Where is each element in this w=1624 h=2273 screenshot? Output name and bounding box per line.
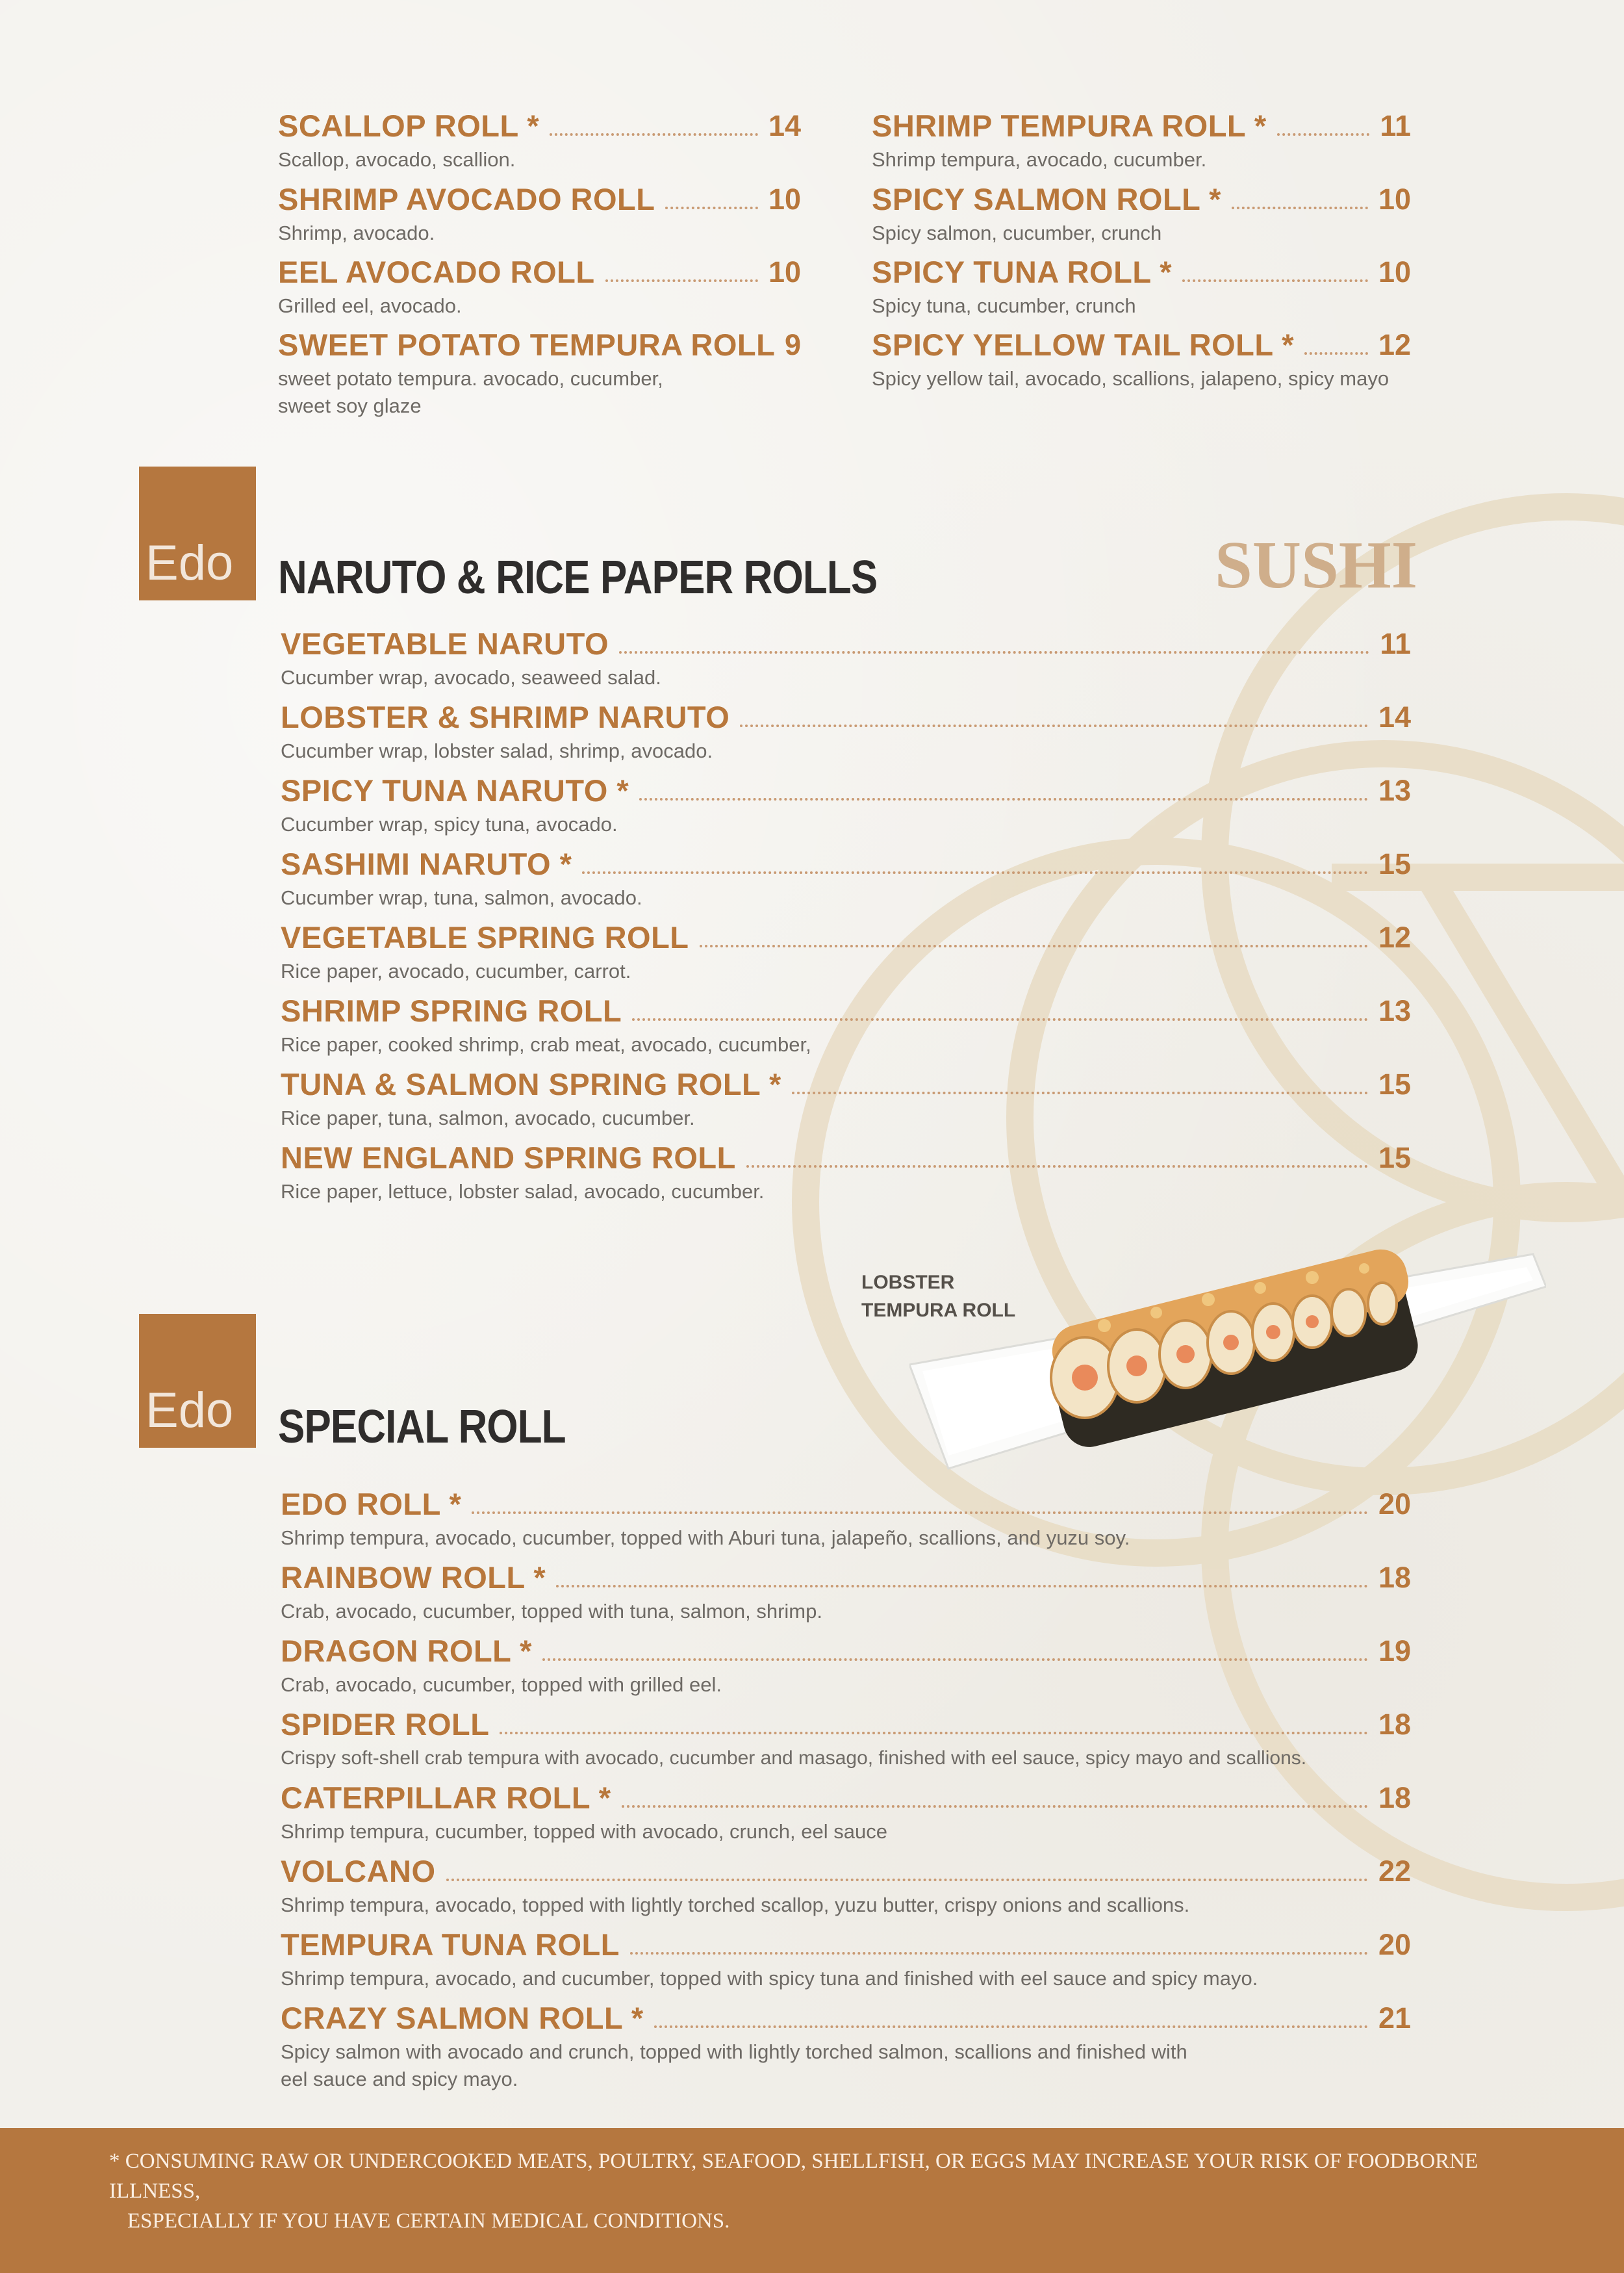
item-price: 20 <box>1378 1928 1411 1961</box>
top-right-item-3 <box>872 253 1411 320</box>
item-name: SPICY SALMON ROLL * <box>872 182 1221 216</box>
special-item-5 <box>281 1779 1411 1853</box>
item-price: 15 <box>1378 1068 1411 1101</box>
naruto-item-6 <box>281 992 1411 1066</box>
item-name: LOBSTER & SHRIMP NARUTO <box>281 700 730 734</box>
item-description: Cucumber wrap, tuna, salmon, avocado. <box>281 886 642 909</box>
leader-dots <box>792 1092 1368 1094</box>
leader-dots <box>1277 133 1370 136</box>
item-price: 18 <box>1378 1781 1411 1814</box>
item-price: 11 <box>1380 109 1411 142</box>
item-price: 10 <box>1378 183 1411 216</box>
item-name: TEMPURA TUNA ROLL <box>281 1927 620 1962</box>
leader-dots <box>582 871 1367 874</box>
item-description: Spicy salmon, cucumber, crunch <box>872 222 1162 244</box>
leader-dots <box>1182 279 1368 282</box>
naruto-list <box>281 625 1411 1213</box>
item-name: SPICY TUNA NARUTO * <box>281 773 629 808</box>
item-price: 9 <box>784 328 801 361</box>
leader-dots <box>542 1658 1368 1661</box>
footer-disclaimer <box>109 2146 1538 2236</box>
item-name: NEW ENGLAND SPRING ROLL <box>281 1140 736 1175</box>
item-price: 18 <box>1378 1561 1411 1594</box>
item-price: 12 <box>1378 328 1411 361</box>
item-name: SASHIMI NARUTO * <box>281 847 572 881</box>
naruto-item-7 <box>281 1066 1411 1139</box>
item-name: EEL AVOCADO ROLL <box>278 255 595 289</box>
item-price: 18 <box>1378 1708 1411 1741</box>
item-price: 19 <box>1378 1634 1411 1667</box>
item-description-line2: sweet soy glaze <box>278 394 422 417</box>
item-description: Crispy soft-shell crab tempura with avocado, cucumber and masago, finished with eel sauce, spicy mayo and scallions. <box>281 1747 1307 1769</box>
item-description: Cucumber wrap, avocado, seaweed salad. <box>281 666 661 689</box>
item-description: Spicy salmon with avocado and crunch, topped with lightly torched salmon, scallions and finished with <box>281 2040 1187 2063</box>
item-description: Shrimp tempura, cucumber, topped with avocado, crunch, eel sauce <box>281 1820 887 1843</box>
special-section-title: SPECIAL ROLL <box>278 1401 566 1453</box>
item-name: SWEET POTATO TEMPURA ROLL <box>278 327 776 362</box>
item-name: SPICY YELLOW TAIL ROLL * <box>872 327 1295 362</box>
item-name: VEGETABLE NARUTO <box>281 626 609 661</box>
special-item-3 <box>281 1632 1411 1706</box>
leader-dots <box>1232 207 1368 209</box>
item-name: SHRIMP TEMPURA ROLL * <box>872 109 1267 143</box>
naruto-item-2 <box>281 699 1411 772</box>
top-left-item-4 <box>278 326 801 420</box>
leader-dots <box>632 1018 1368 1021</box>
item-name: RAINBOW ROLL * <box>281 1560 546 1595</box>
special-item-7 <box>281 1926 1411 1999</box>
item-description: Spicy tuna, cucumber, crunch <box>872 294 1136 317</box>
leader-dots <box>472 1511 1368 1514</box>
item-description: Shrimp, avocado. <box>278 222 435 244</box>
leader-dots <box>605 279 758 282</box>
leader-dots <box>1304 352 1368 355</box>
item-description: Rice paper, avocado, cucumber, carrot. <box>281 960 631 982</box>
item-price: 21 <box>1378 2001 1411 2035</box>
item-name: SCALLOP ROLL * <box>278 109 540 143</box>
leader-dots <box>746 1165 1368 1168</box>
item-price: 11 <box>1380 627 1411 660</box>
item-description: Grilled eel, avocado. <box>278 294 462 317</box>
leader-dots <box>619 651 1369 654</box>
special-item-1 <box>281 1485 1411 1559</box>
item-name: VOLCANO <box>281 1854 436 1888</box>
top-right-item-1 <box>872 107 1411 173</box>
photo-caption-line2: TEMPURA ROLL <box>861 1300 1016 1321</box>
item-price: 20 <box>1378 1487 1411 1521</box>
item-description: Shrimp tempura, avocado, cucumber. <box>872 148 1207 171</box>
item-description: sweet potato tempura. avocado, cucumber, <box>278 367 663 390</box>
edo-logo-text: Edo <box>146 1383 234 1438</box>
item-name: SPICY TUNA ROLL * <box>872 255 1173 289</box>
item-price: 13 <box>1378 994 1411 1027</box>
leader-dots <box>700 945 1368 947</box>
leader-dots <box>665 207 757 209</box>
item-name: TUNA & SALMON SPRING ROLL * <box>281 1067 781 1101</box>
item-name: SHRIMP AVOCADO ROLL <box>278 182 655 216</box>
sushi-category-label: SUSHI <box>1215 528 1418 602</box>
leader-dots <box>500 1732 1367 1734</box>
item-description: Cucumber wrap, spicy tuna, avocado. <box>281 813 618 836</box>
item-description: Rice paper, tuna, salmon, avocado, cucumber. <box>281 1107 695 1129</box>
leader-dots <box>622 1805 1368 1808</box>
footer-disclaimer-line1: * CONSUMING RAW OR UNDERCOOKED MEATS, POULTRY, SEAFOOD, SHELLFISH, OR EGGS MAY INCREASE YOUR RISK OF FOODBORNE ILLNESS, <box>109 2150 1478 2203</box>
item-description: Rice paper, lettuce, lobster salad, avocado, cucumber. <box>281 1180 765 1203</box>
edo-logo-box <box>139 1314 256 1448</box>
item-description: Shrimp tempura, avocado, cucumber, topped with Aburi tuna, jalapeño, scallions, and yuzu soy. <box>281 1526 1130 1549</box>
edo-logo-box <box>139 467 256 600</box>
naruto-item-4 <box>281 845 1411 919</box>
top-left-item-2 <box>278 181 801 247</box>
item-description-line2: eel sauce and spicy mayo. <box>281 2068 518 2090</box>
special-item-6 <box>281 1853 1411 1926</box>
item-name: VEGETABLE SPRING ROLL <box>281 920 689 955</box>
naruto-item-1 <box>281 625 1411 699</box>
item-name: SPIDER ROLL <box>281 1707 490 1741</box>
item-price: 22 <box>1378 1855 1411 1888</box>
top-right-item-2 <box>872 181 1411 247</box>
special-item-8 <box>281 1999 1411 2097</box>
naruto-item-5 <box>281 919 1411 992</box>
leader-dots <box>446 1879 1368 1881</box>
item-description: Crab, avocado, cucumber, topped with tuna, salmon, shrimp. <box>281 1600 822 1623</box>
photo-caption-line1: LOBSTER <box>861 1272 955 1293</box>
top-left-item-1 <box>278 107 801 173</box>
special-list <box>281 1485 1411 2097</box>
naruto-item-8 <box>281 1139 1411 1213</box>
top-left-item-3 <box>278 253 801 320</box>
item-description: Spicy yellow tail, avocado, scallions, jalapeno, spicy mayo <box>872 367 1389 390</box>
item-name: EDO ROLL * <box>281 1487 462 1521</box>
item-price: 15 <box>1378 847 1411 880</box>
item-description: Scallop, avocado, scallion. <box>278 148 516 171</box>
leader-dots <box>639 798 1368 801</box>
special-item-4 <box>281 1706 1411 1779</box>
item-name: CRAZY SALMON ROLL * <box>281 2001 644 2035</box>
item-description: Shrimp tempura, avocado, and cucumber, topped with spicy tuna and finished with eel sauce and spicy mayo. <box>281 1967 1258 1990</box>
item-price: 14 <box>1378 700 1411 734</box>
footer-disclaimer-line2: ESPECIALLY IF YOU HAVE CERTAIN MEDICAL CONDITIONS. <box>127 2209 730 2233</box>
item-price: 12 <box>1378 921 1411 954</box>
naruto-item-3 <box>281 772 1411 845</box>
special-item-2 <box>281 1559 1411 1632</box>
item-price: 15 <box>1378 1141 1411 1174</box>
item-price: 10 <box>768 183 801 216</box>
item-price: 10 <box>1378 255 1411 289</box>
item-name: SHRIMP SPRING ROLL <box>281 994 622 1028</box>
item-price: 13 <box>1378 774 1411 807</box>
item-description: Cucumber wrap, lobster salad, shrimp, avocado. <box>281 739 713 762</box>
top-right-item-4 <box>872 326 1411 392</box>
item-name: CATERPILLAR ROLL * <box>281 1780 611 1815</box>
leader-dots <box>556 1585 1368 1587</box>
item-name: DRAGON ROLL * <box>281 1634 532 1668</box>
item-description: Crab, avocado, cucumber, topped with grilled eel. <box>281 1673 722 1696</box>
lobster-tempura-roll-photo <box>909 1215 1546 1475</box>
item-price: 14 <box>768 109 801 142</box>
naruto-section-title: NARUTO & RICE PAPER ROLLS <box>278 552 878 604</box>
leader-dots <box>740 725 1368 727</box>
leader-dots <box>654 2025 1368 2028</box>
edo-logo-text: Edo <box>146 535 234 591</box>
footer-band <box>0 2128 1624 2273</box>
item-price: 10 <box>768 255 801 289</box>
item-description: Shrimp tempura, avocado, topped with lightly torched scallop, yuzu butter, crispy onions and scallions. <box>281 1894 1190 1916</box>
leader-dots <box>630 1952 1368 1955</box>
leader-dots <box>550 133 758 136</box>
item-description: Rice paper, cooked shrimp, crab meat, avocado, cucumber, <box>281 1033 811 1056</box>
